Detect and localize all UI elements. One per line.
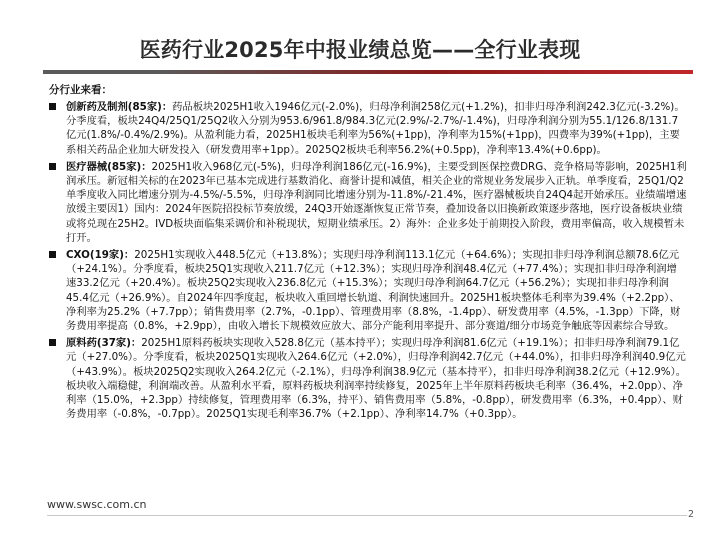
footer-url[interactable]: www.swsc.com.cn xyxy=(47,498,147,511)
item-body: 2025H1原料药板块实现收入528.8亿元（基本持平）；实现归母净利润81.6亿元（+19.1%）；扣非归母净利润79.1亿元（+27.0%）。分季度看，板块2025Q1实现收入264.6亿元（+2.0%），归母净利润42.7亿元（+44.0%），扣非归母净利润40.9亿元（+43.9%）。板块2025Q2实现收入264.2亿元（-2.1%），归母净利润38.9亿元（基本持平），扣非归母净利润38.2亿元（+12.9%）。板块收入端稳健，利润端改善。从盈利水平看，原料药板块利润率持续修复，2025年上半年原料药板块毛利率（36.4%，+2.0pp）、净利率（15.0%，+2.3pp）持续修复，管理费用率（6.3%，持平）、销售费用率（5.8%，-0.8pp），研发费用率（6.3%，+0.4pp）、财务费用率（-0.8%，-0.7pp）。2025Q1实现毛利率36.7%（+2.1pp）、净利率14.7%（+0.3pp）。 xyxy=(66,337,687,421)
item-body: 2025H1实现收入448.5亿元（+13.8%）；实现归母净利润113.1亿元（+64.6%）；实现扣非归母净利润总额78.6亿元（+24.1%）。分季度看，板块25Q1实现收入211.7亿元（+12.3%）；实现归母净利润48.4亿元（+77.4%）；实现扣非归母净利润增速33.2亿元（+20.4%）。板块25Q2实现收入236.8亿元（+15.3%）；实现归母净利润64.7亿元（+56.2%）；实现扣非归母净利润45.4亿元（+26.9%）。自2024年四季度起，板块收入重回增长轨道、利润快速回升。2025H1板块整体毛利率为39.4%（+2.2pp）、净利率为25.2%（+7.7pp）；销售费用率（2.7%，-0.1pp）、管理费用率（8.8%，-1.4pp）、研发费用率（4.5%，-1.3pp）下降，财务费用率提高（0.8%，+2.9pp），由收入增长下规模效应放大、部分产能利用率提升、部分赛道/细分市场竞争触底等因素综合导致。 xyxy=(66,249,681,333)
square-bullet-icon xyxy=(49,339,56,346)
list-item-cxo xyxy=(49,248,687,333)
section-label: 分行业来看： xyxy=(49,84,112,96)
page-number: 2 xyxy=(687,509,694,520)
page-title: 医药行业2025年中报业绩总览——全行业表现 xyxy=(139,38,581,62)
title-underline xyxy=(43,70,693,74)
item-heading: 原料药(37家)： xyxy=(66,337,142,350)
square-bullet-icon xyxy=(49,251,56,258)
industry-list xyxy=(49,100,687,424)
square-bullet-icon xyxy=(49,163,56,170)
item-heading: 创新药及制剂(85家)： xyxy=(66,101,173,113)
item-body: 2025H1收入968亿元(-5%)，归母净利润186亿元(-16.9%)，主要受到医保控费DRG、竞争格局等影响，2025H1利润承压。新冠相关标的在2023年已基本完成进行基数消化、商誉计提和减值，相关企业的常规业务发展步入正轨。单季度看，25Q1/Q2单季度收入同比增速分别为-4.5%/-5.5%，归母净利润同比增速分别为-11.8%/-21.4%，医疗器械板块自24Q4起开始承压。业绩端增速放缓主要因1）国内：2024年医院招投标节奏放缓，24Q3开始逐渐恢复正常节奏，叠加设备以旧换新政策逐步落地，医疗设备板块业绩或将兑现在25H2。IVD板块面临集采调价和补税现状，短期业绩承压。2）海外：企业多处于前期投入阶段，费用率偏高，收入规模暂未打开。 xyxy=(66,160,687,244)
footer-divider xyxy=(47,515,687,516)
item-heading: 医疗器械(85家)： xyxy=(66,160,152,173)
list-item-medical-devices xyxy=(49,160,687,245)
item-body: 药品板块2025H1收入1946亿元(-2.0%)，归母净利润258亿元(+1.2%)，扣非归母净利润242.3亿元(-3.2%)。分季度看，板块24Q4/25Q1/25Q2收入分别为953.6/961.8/984.3亿元(2.9%/-2.7%/-1.4%)，归母净利润分别为55.1/126.8/131.7亿元(1.8%/-0.4%/2.9%)。从盈利能力看，2025H1板块毛利率为56%(+1pp)，净利率为15%(+1pp)，四费率为39%(+1pp)，主要系相关药品企业加大研发投入（研发费用率+1pp）。2025Q2板块毛利率56.2%(+0.5pp)，净利率13.4%(+0.6pp)。 xyxy=(66,101,685,156)
list-item-innovative-drugs xyxy=(49,100,687,157)
list-item-api xyxy=(49,336,687,421)
square-bullet-icon xyxy=(49,103,56,110)
item-heading: CXO(19家)： xyxy=(66,249,135,262)
